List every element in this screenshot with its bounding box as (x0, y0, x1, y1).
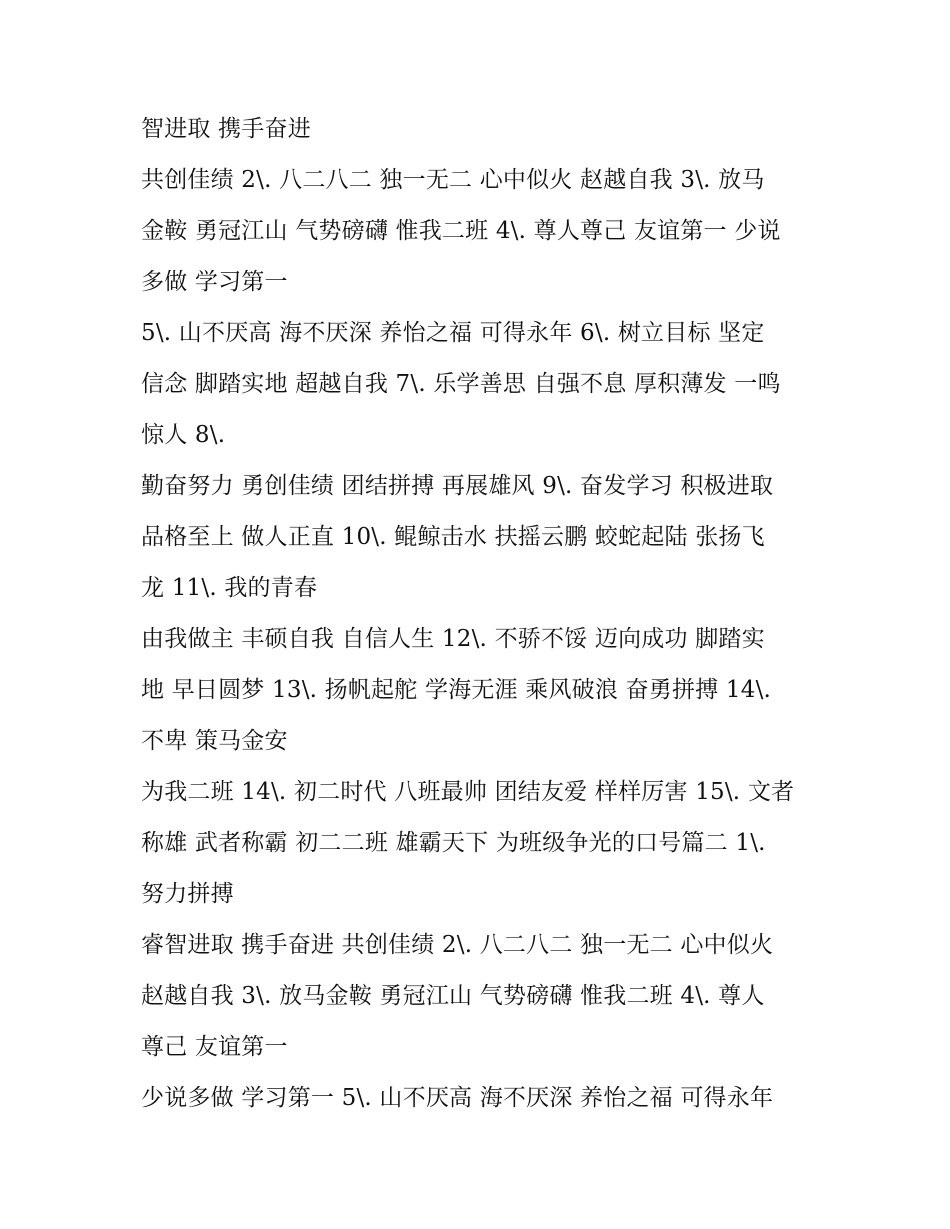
text-line: 金鞍 勇冠江山 气势磅礴 惟我二班 4\. 尊人尊己 友谊第一 少说 (141, 218, 781, 244)
text-line: 赵越自我 3\. 放马金鞍 勇冠江山 气势磅礴 惟我二班 4\. 尊人 (141, 983, 765, 1009)
text-line: 龙 11\. 我的青春 (141, 575, 318, 601)
text-line: 智进取 携手奋进 (141, 116, 311, 142)
text-line: 勤奋努力 勇创佳绩 团结拼搏 再展雄风 9\. 奋发学习 积极进取 (141, 473, 774, 499)
text-line: 信念 脚踏实地 超越自我 7\. 乐学善思 自强不息 厚积薄发 一鸣 (141, 371, 781, 397)
text-line: 品格至上 做人正直 10\. 鲲鲸击水 扶摇云鹏 蛟蛇起陆 张扬飞 (141, 524, 765, 550)
text-line: 惊人 8\. (141, 422, 226, 448)
text-line: 尊己 友谊第一 (141, 1034, 288, 1060)
text-line: 地 早日圆梦 13\. 扬帆起舵 学海无涯 乘风破浪 奋勇拼搏 14\. (141, 677, 772, 703)
text-line: 努力拼搏 (141, 881, 234, 907)
text-line: 称雄 武者称霸 初二二班 雄霸天下 为班级争光的口号篇二 1\. (141, 830, 766, 856)
text-line: 共创佳绩 2\. 八二八二 独一无二 心中似火 赵越自我 3\. 放马 (141, 167, 765, 193)
text-line: 少说多做 学习第一 5\. 山不厌高 海不厌深 养怡之福 可得永年 (141, 1085, 774, 1111)
text-line: 为我二班 14\. 初二时代 八班最帅 团结友爱 样样厉害 15\. 文者 (141, 779, 795, 805)
text-line: 睿智进取 携手奋进 共创佳绩 2\. 八二八二 独一无二 心中似火 (141, 932, 774, 958)
document-body (141, 104, 821, 1124)
text-line: 由我做主 丰硕自我 自信人生 12\. 不骄不馁 迈向成功 脚踏实 (141, 626, 765, 652)
text-line: 多做 学习第一 (141, 269, 288, 295)
text-line: 不卑 策马金安 (141, 728, 288, 754)
text-line: 5\. 山不厌高 海不厌深 养怡之福 可得永年 6\. 树立目标 坚定 (141, 320, 765, 346)
